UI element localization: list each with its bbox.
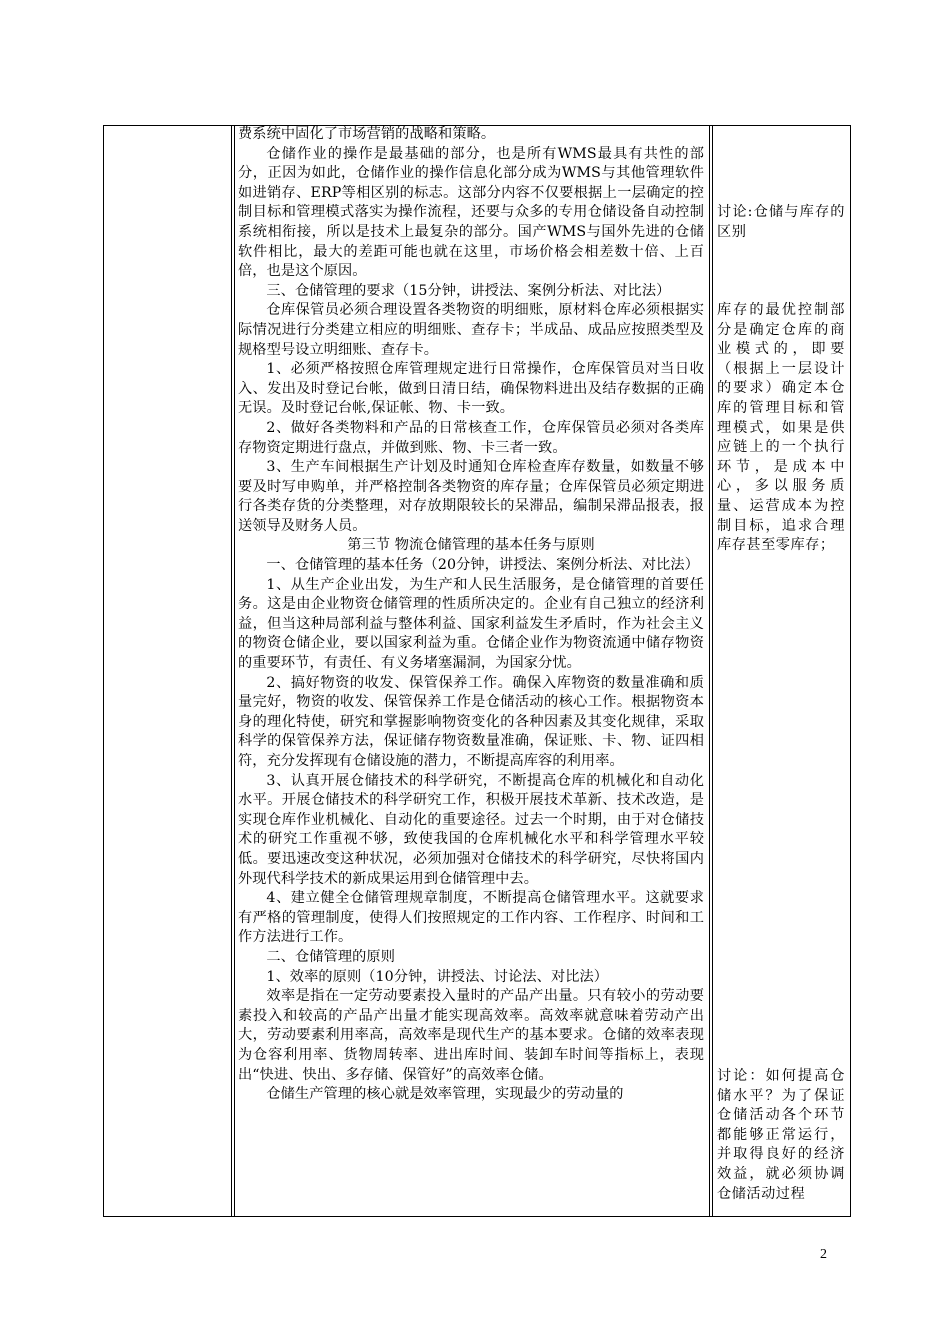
paragraph: 1、必须严格按照仓库管理规定进行日常操作，仓库保管员对当日收入、发出及时登记台帐，做到日清日结，确保物料进出及结存数据的正确无误。及时登记台帐,保证帐、物、卡一致。 [238, 361, 704, 417]
side-note-inventory [717, 301, 845, 556]
paragraph: 2、做好各类物料和产品的日常核查工作，仓库保管员必须对各类库存物资定期进行盘点，并做到账、物、卡三者一致。 [238, 419, 704, 456]
subsection-heading: 1、效率的原则（10分钟，讲授法、讨论法、对比法） [266, 968, 609, 985]
page-number: 2 [820, 1247, 827, 1262]
section-heading: 二、仓储管理的原则 [266, 948, 395, 965]
side-note-discussion [717, 203, 845, 242]
paragraph: 仓库保管员必须合理设置各类物资的明细账，原材料仓库必须根据实际情况进行分类建立相应的明细账、查存卡；半成品、成品应按照类型及规格型号设立明细账、查存卡。 [238, 302, 704, 358]
side-note-discussion-2 [717, 1067, 845, 1204]
column-divider [712, 126, 713, 1216]
column-divider [234, 126, 235, 1216]
paragraph: 4、建立健全仓储管理规章制度，不断提高仓储管理水平。这就要求有严格的管理制度，使得人们按照规定的工作内容、工作程序、时间和工作方法进行工作。 [238, 890, 704, 946]
section-heading: 三、仓储管理的要求（15分钟，讲授法、案例分析法、对比法） [266, 282, 671, 299]
paragraph: 3、认真开展仓储技术的科学研究，不断提高仓库的机械化和自动化水平。开展仓储技术的科学研究工作，积极开展技术革新、技术改造，是实现仓库作业机械化、自动化的重要途径。过去一个时期，由于对仓储技术的研究工作重视不够，致使我国的仓库机械化水平和科学管理水平较低。要迅速改变这种状况，必须加强对仓储技术的科学研究，尽快将国内外现代科学技术的新成果运用到仓储管理中去。 [238, 772, 704, 887]
side-note-text: 库存的最优控制部分是确定仓库的商业模式的，即要（根据上一层设计的要求）确定本仓库的管理目标和管理模式，如果是供应链上的一个执行环节，是成本中心，多以服务质量、运营成本为控制目标，追求合理库存甚至零库存； [717, 302, 845, 554]
paragraph: 3、生产车间根据生产计划及时通知仓库检查库存数量，如数量不够要及时写申购单，并严格控制各类物资的库存量；仓库保管员必须定期进行各类存货的分类整理，对存放期限较长的呆滞品，编制呆滞品报表，报送领导及财务人员。 [238, 459, 704, 534]
column-divider [231, 126, 232, 1216]
section-heading: 一、仓储管理的基本任务（20分钟，讲授法、案例分析法、对比法） [266, 557, 699, 574]
main-content-column [238, 125, 704, 1105]
paragraph: 2、搞好物资的收发、保管保养工作。确保入库物资的数量准确和质量完好，物资的收发、保管保养工作是仓储活动的核心工作。根据物资本身的理化特使，研究和掌握影响物资变化的各种因素及其变化规律，采取科学的保管保养方法，保证储存物资数量准确，保证账、卡、物、证四相符，充分发挥现有仓储设施的潜力，不断提高库容的利用率。 [238, 674, 704, 769]
paragraph: 效率是指在一定劳动要素投入量时的产品产出量。只有较小的劳动要素投入和较高的产品产出量才能实现高效率。高效率就意味着劳动产出大，劳动要素利用率高，高效率是现代生产的基本要求。仓储的效率表现为仓容利用率、货物周转率、进出库时间、装卸车时间等指标上，表现出“快进、快出、多存储、保管好”的高效率仓储。 [238, 988, 704, 1083]
paragraph: 费系统中固化了市场营销的战略和策略。 [238, 126, 496, 142]
paragraph: 1、从生产企业出发，为生产和人民生活服务，是仓储管理的首要任务。这是由企业物资仓储管理的性质所决定的。企业有自己独立的经济利益，但当这种局部利益与整体利益、国家利益发生矛盾时，作为社会主义的物资仓储企业，要以国家利益为重。仓储企业作为物资流通中储存物资的重要环节，有责任、有义务堵塞漏洞，为国家分忧。 [238, 576, 704, 672]
chapter-heading: 第三节 物流仓储管理的基本任务与原则 [347, 537, 595, 554]
side-note-text: 讨论：如何提高仓储水平？为了保证仓储活动各个环节都能够正常运行，并取得良好的经济效益，就必须协调仓储活动过程 [717, 1068, 845, 1202]
paragraph: 仓储作业的操作是最基础的部分，也是所有WMS最具有共性的部分，正因为如此，仓储作业的操作信息化部分成为WMS与其他管理软件如进销存、ERP等相区别的标志。这部分内容不仅要根据上一层确定的控制目标和管理模式落实为操作流程，还要与众多的专用仓储设备自动控制系统相衔接，所以是技术上最复杂的部分。国产WMS与国外先进的仓储软件相比，最大的差距可能也就在这里，市场价格会相差数十倍、上百倍，也是这个原因。 [238, 145, 704, 280]
column-divider [709, 126, 710, 1216]
paragraph: 仓储生产管理的核心就是效率管理，实现最少的劳动量的 [266, 1086, 624, 1103]
side-note-text: 讨论:仓储与库存的区别 [717, 204, 845, 240]
